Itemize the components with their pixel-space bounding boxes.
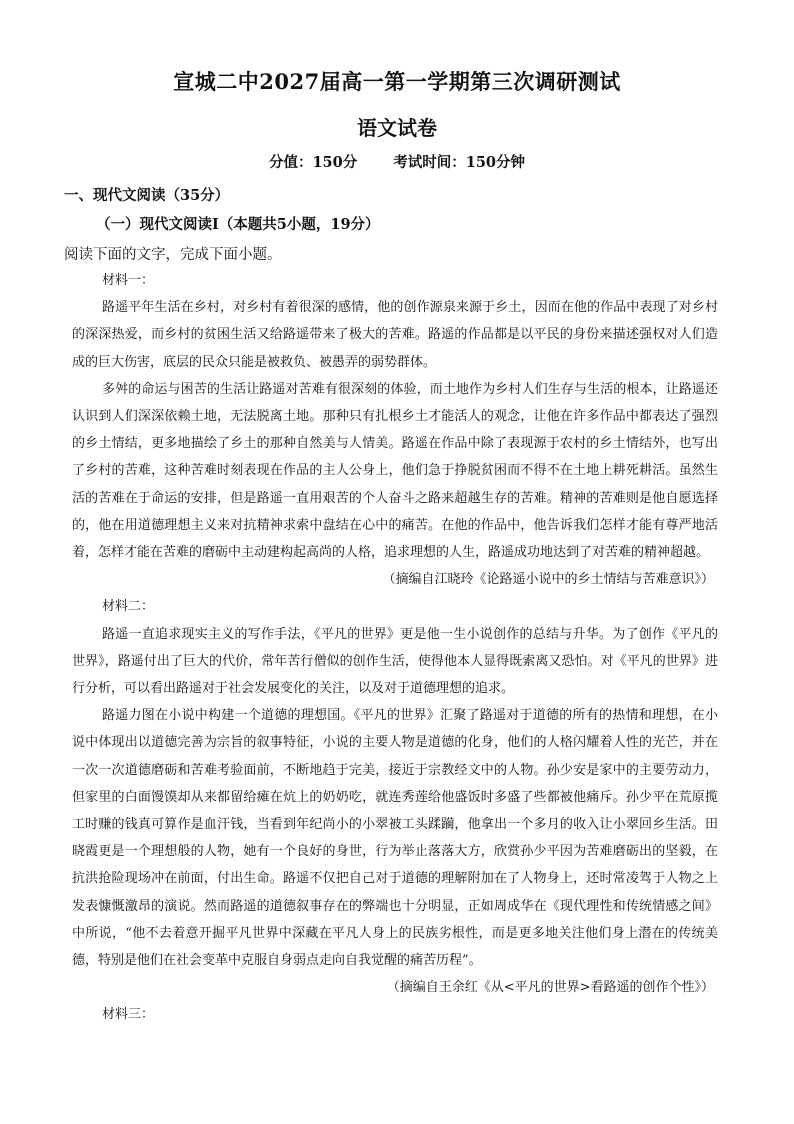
exam-title: 宣城二中2027届高一第一学期第三次调研测试 <box>173 69 621 94</box>
reading-passage <box>72 267 718 1029</box>
material-2-paragraph: 路遥一直追求现实主义的写作手法，《平凡的世界》更是他一生小说创作的总结与升华。为了创作《平凡的世界》，路遥付出了巨大的代价，常年苦行僧似的创作生活，使得他本人显得既索离又恐怕。对《平凡的世界》进行分析，可以看出路遥对于社会发展变化的关注，以及对于道德理想的追求。 <box>72 626 718 697</box>
material-2-paragraph: 路遥力图在小说中构建一个道德的理想国。《平凡的世界》汇聚了路遥对于道德的所有的热情和理想，在小说中体现出以道德完善为宗旨的叙事特征，小说的主要人物是道德的化身，他们的人格闪耀着人性的光芒，并在一次一次道德磨砺和苦难考验面前，不断地趋于完美，接近于宗教经文中的人物。孙少安是家中的主要劳动力，但家里的白面馒馍却从来都留给瘫在炕上的奶奶吃，就连秀莲给他盛饭时多盛了些都被他痛斥。孙少平在荒原揽工时赚的钱真可算作是血汗钱，当看到年纪尚小的小翠被工头蹂躏，他拿出一个多月的收入让小翠回乡生活。田晓霞更是一个理想般的人物，她有一个良好的身世，行为举止落落大方，欣赏孙少平因为苦难磨砺出的坚毅，在抗洪抢险现场冲在前面，付出生命。路遥不仅把自己对于道德的理解附加在了人物身上，还时常凌驾于人物之上发表慷慨激昂的演说。然而路遥的道德叙事存在的弊端也十分明显，正如周成华在《现代理性和传统情感之间》中所说，“他不去着意开掘平凡世界中深藏在平凡人身上的民族劣根性，而是更多地关注他们身上潜在的传统美德，特别是他们在社会变革中克服自身弱点走向自我觉醒的痛苦历程”。 <box>72 708 718 969</box>
material-1-source: （摘编自江晓玲《论路遥小说中的乡土情结与苦难意识》） <box>382 572 714 588</box>
time-info: 考试时间：150分钟 <box>393 154 526 171</box>
material-2-label: 材料二： <box>102 599 155 615</box>
material-3-label: 材料三： <box>102 1007 155 1023</box>
material-1-label: 材料一： <box>102 273 155 288</box>
score-info: 分值：150分 <box>268 154 358 171</box>
material-2-source: （摘编自王余红《从<平凡的世界>看路遥的创作个性》） <box>386 980 714 996</box>
exam-subtitle: 语文试卷 <box>357 116 437 140</box>
material-1-paragraph: 多舛的命运与困苦的生活让路遥对苦难有很深刻的体验，而土地作为乡村人们生存与生活的根本，让路遥还认识到人们深深依赖土地，无法脱离土地。那种只有扎根乡土才能活人的观念，让他在许多作品中都表达了强烈的乡土情结，更多地描绘了乡土的那种自然美与人情美。路遥在作品中除了表现源于农村的乡土情结外，也写出了乡村的苦难，这种苦难时刻表现在作品的主人公身上，他们急于挣脱贫困而不得不在土地上耕死耕活。虽然生活的苦难在于命运的安排，但是路遥一直用艰苦的个人奋斗之路来超越生存的苦难。精神的苦难则是他自愿选择的，他在用道德理想主义来对抗精神求索中盘结在心中的痛苦。在他的作品中，他告诉我们怎样才能有尊严地活着，怎样才能在苦难的磨砺中主动建构起高尚的人格，追求理想的人生，路遥成功地达到了对苦难的精神超越。 <box>72 381 718 561</box>
exam-meta <box>0 151 794 172</box>
material-1-paragraph: 路遥平年生活在乡村，对乡村有着很深的感情，他的创作源泉来源于乡土，因而在他的作品中表现了对乡村的深深热爱，而乡村的贫困生活又给路遥带来了极大的苦难。路遥的作品都是以平民的身份来描述强权对人们造成的巨大伤害，底层的民众只能是被救负、被愚弄的弱势群体。 <box>72 300 718 370</box>
section-heading: 一、现代文阅读（35分） <box>64 187 230 204</box>
subsection-heading: （一）现代文阅读Ⅰ（本题共5小题，19分） <box>96 216 380 233</box>
reading-instruction: 阅读下面的文字，完成下面小题。 <box>64 247 282 263</box>
